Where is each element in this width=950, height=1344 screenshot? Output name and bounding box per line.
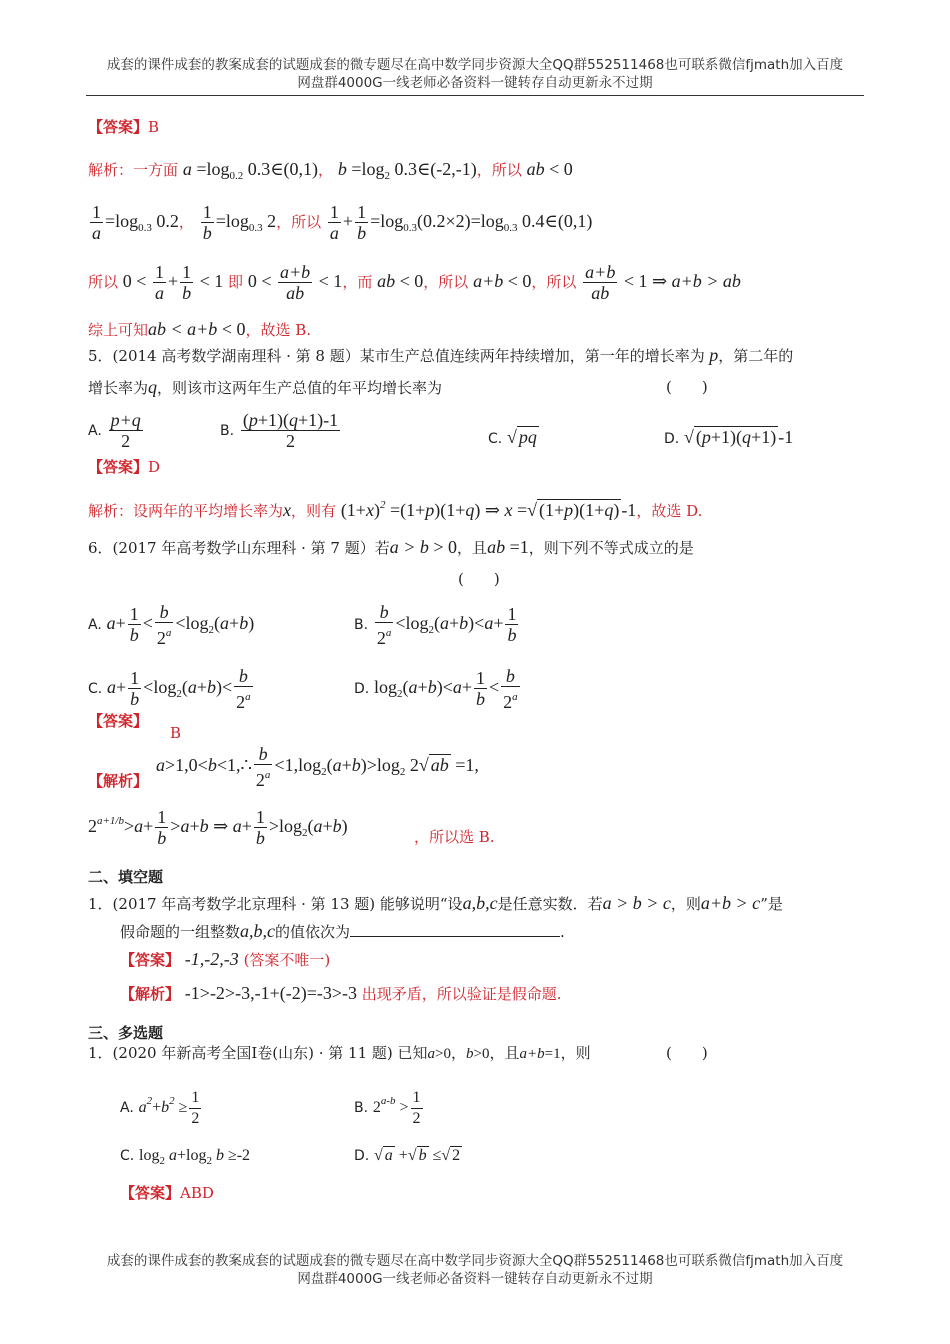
s3-q1-paren: ( ) <box>666 1044 708 1062</box>
q4-answer: 【答案】B <box>88 118 160 136</box>
section-3-title: 三、多选题 <box>88 1024 164 1042</box>
q6-stem-line-1: 6．(2017 年高考数学山东理科 · 第 7 题）若a > b > 0，且ab =1，则下列不等式成立的是 <box>88 537 694 557</box>
q5-solution: 解析：设两年的平均增长率为x，则有 $(1+x)^2 =(1+p)(1+q)$ ⇒ x =√ (1+p)(1+q) -1，故选 D. <box>88 499 703 520</box>
q6-option-d[interactable]: D. $\log_2(a+b)<a+$ $\frac{1}{b}$ < $\frac{b}{2^a}$ <box>354 665 518 712</box>
q4-solution-line-1: 解析：一方面 $a =\log_{0.2}$ 0.3∈(0,1)， $b =\log_2$ 0.3∈(-2,-1)，所以 ab < 0 <box>88 159 573 182</box>
s2-q1-line-2: 假命题的一组整数a,b,c的值依次为 . <box>120 921 565 941</box>
q6-solution-end: ，所以选 B. <box>414 828 495 846</box>
q6-paren: ( ) <box>458 570 500 588</box>
s3-q1-stem: 1．(2020 年新高考全国Ⅰ卷(山东) · 第 11 题) 已知a>0，b>0，且a+b=1，则 <box>88 1044 591 1062</box>
q6-option-a[interactable]: A. a+ $\frac{1}{b}$ < $\frac{b}{2^a}$ $<\log_2(a+b)$ <box>88 601 255 648</box>
header-divider <box>86 95 864 96</box>
q5-answer: 【答案】D <box>88 458 161 476</box>
s3-option-c[interactable]: C. $\log_2 a+\log_2$ b ≥-2 <box>120 1147 251 1167</box>
s3-answer: 【答案】ABD <box>120 1184 214 1202</box>
s3-option-b[interactable]: B. $2^{a-b}$ > $\frac{1}{2}$ <box>354 1088 421 1127</box>
footer-line-2: 网盘群4000G一线老师必备资料一键转存自动更新永不过期 <box>297 1271 653 1287</box>
q6-solution-line-1: a>1,0<b<1,∴ $\frac{b}{2^a}$ $<1,\log_2(a+b)>\log_2$ 2√ ab =1, <box>156 743 479 790</box>
q4-solution-line-2: $\frac{1}{a}$ $=\log_{0.3}$ 0.2， $\frac{1}{b}$ $=\log_{0.3}$ 2，所以 $\frac{1}{a}$ + $\frac{1}{b}$ $=\log_{0.3}(0.2\times 2)=\log_{0.3}$ 0.4∈(0,1) <box>92 202 593 244</box>
q5-stem-line-1: 5．(2014 高考数学湖南理科 · 第 8 题）某市生产总值连续两年持续增加，第一年的增长率为 p，第二年的 <box>88 345 794 365</box>
s3-option-a[interactable]: A. $a^2+b^2$ ≥ $\frac{1}{2}$ <box>120 1088 200 1127</box>
page-header <box>70 56 880 92</box>
q5-paren: ( ) <box>666 378 708 396</box>
q5-stem-line-2: 增长率为q，则该市这两年生产总值的年平均增长率为 <box>88 377 443 397</box>
q6-answer-value: B <box>170 724 182 742</box>
footer-line-1: 成套的课件成套的教案成套的试题成套的微专题尽在高中数学同步资源大全QQ群552511468也可联系微信fjmath加入百度 <box>106 1253 844 1269</box>
q5-option-c[interactable]: C. √ pq <box>488 427 537 447</box>
header-line-1: 成套的课件成套的教案成套的试题成套的微专题尽在高中数学同步资源大全QQ群552511468也可联系微信fjmath加入百度 <box>106 57 844 73</box>
q5-option-d[interactable]: D. √ (p+1)(q+1) -1 <box>664 427 794 447</box>
answer-blank[interactable] <box>350 922 560 937</box>
q4-conclusion: 综上可知ab < a+b < 0，故选 B. <box>88 319 312 339</box>
q6-analysis-label: 【解析】 <box>88 772 149 790</box>
section-2-title: 二、填空题 <box>88 868 164 886</box>
q5-option-a[interactable]: A. $\frac{p+q}{2}$ <box>88 410 141 452</box>
q6-option-b[interactable]: B. $\frac{b}{2^a}$ $<\log_2(a+b)<a+$ $\frac{1}{b}$ <box>354 601 517 648</box>
q6-answer: 【答案】 <box>88 712 149 730</box>
q5-option-b[interactable]: B. $\frac{(p+1)(q+1)-1}{2}$ <box>220 410 339 452</box>
q6-option-c[interactable]: C. a+ $\frac{1}{b}$ $<\log_2(a+b)<$ $\frac{b}{2^a}$ <box>88 665 251 712</box>
page-footer <box>70 1252 880 1288</box>
s2-answer: 【答案】 -1,-2,-3 (答案不唯一) <box>120 949 331 969</box>
q6-solution-line-2: $2^{a+1/b}>a+$ $\frac{1}{b}$ >a+b ⇒ a+ $\frac{1}{b}$ $>\log_2(a+b)$ <box>88 807 348 849</box>
header-line-2: 网盘群4000G一线老师必备资料一键转存自动更新永不过期 <box>297 75 653 91</box>
s2-q1-line-1: 1．(2017 年高考数学北京理科 · 第 13 题) 能够说明“设a,b,c是任意实数．若a > b > c，则a+b > c”是 <box>88 893 783 913</box>
q4-solution-line-3: 所以 0 < $\frac{1}{a}$ + $\frac{1}{b}$ < 1 即 0 < $\frac{a+b}{ab}$ < 1，而 ab < 0，所以 a+b < 0，所以 $\frac{a+b}{ab}$ < 1 ⇒ a+b > ab <box>88 262 741 304</box>
s2-analysis: 【解析】 -1>-2>-3,-1+(-2)=-3>-3 出现矛盾，所以验证是假命题. <box>120 983 562 1003</box>
s3-option-d[interactable]: D. √ a +√ b ≤√ 2 <box>354 1147 461 1164</box>
